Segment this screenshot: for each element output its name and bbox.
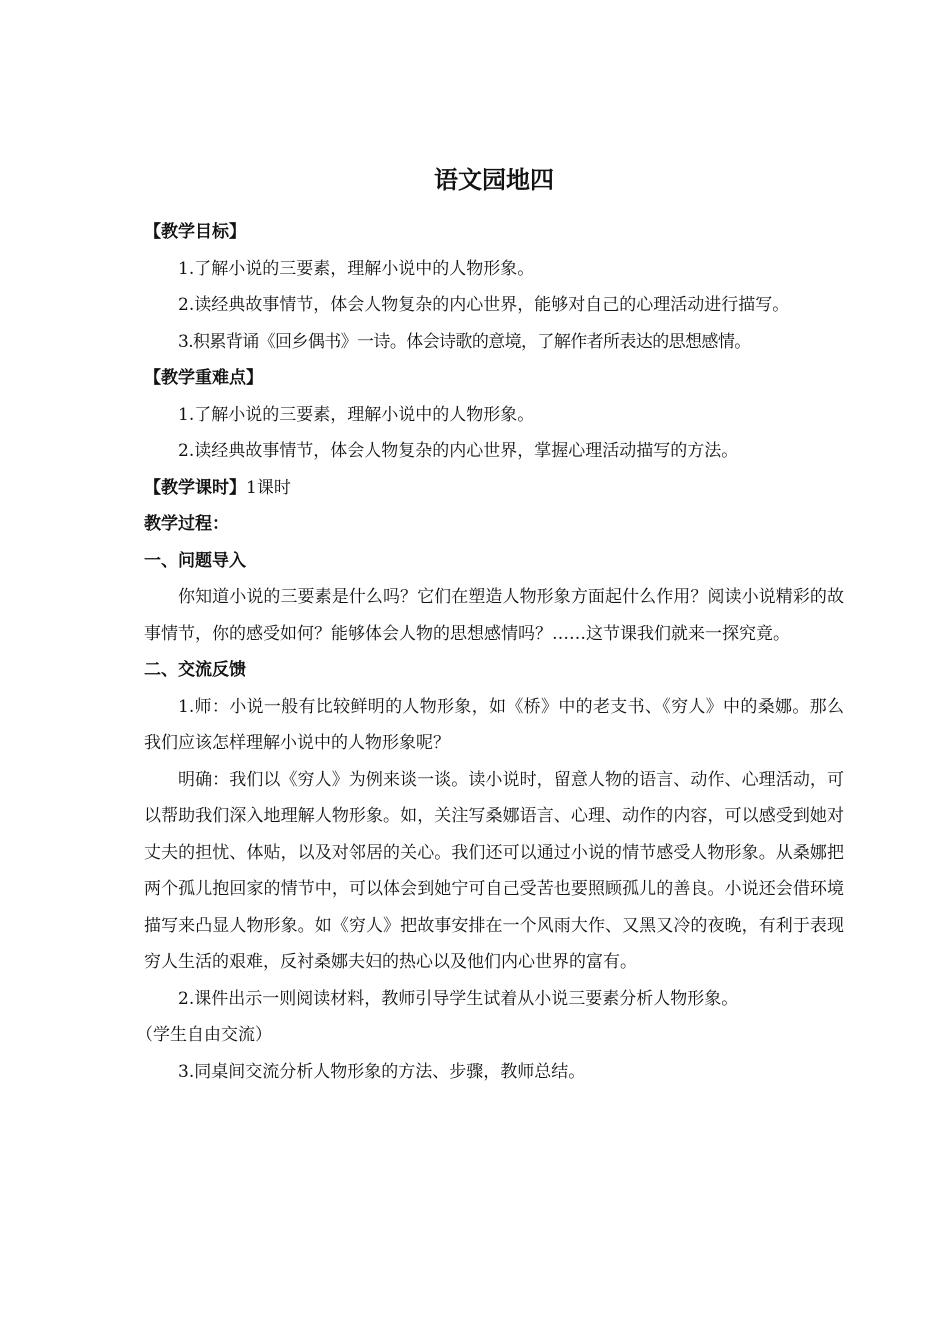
document-page [136, 160, 844, 1090]
section-2-paragraph: 明确：我们以《穷人》为例来谈一谈。读小说时，留意人物的语言、动作、心理活动，可以帮助我们深入地理解人物形象。如，关注写桑娜语言、心理、动作的内容，可以感受到她对丈夫的担忧、体贴，以及对邻居的关心。我们还可以通过小说的情节感受人物形象。从桑娜把两个孤儿抱回家的情节中，可以体会到她宁可自己受苦也要照顾孤儿的善良。小说还会借环境描写来凸显人物形象。如《穷人》把故事安排在一个风雨大作、又黑又冷的夜晚，有利于表现穷人生活的艰难，反衬桑娜夫妇的热心以及他们内心世界的富有。 [144, 769, 844, 972]
section-1-paragraph: 你知道小说的三要素是什么吗？它们在塑造人物形象方面起什么作用？阅读小说精彩的故事情节，你的感受如何？能够体会人物的思想感情吗？……这节课我们就来一探究竟。 [144, 587, 844, 644]
objective-item: 1.了解小说的三要素，理解小说中的人物形象。 [178, 258, 535, 279]
section-2-paragraph: 1.师：小说一般有比较鲜明的人物形象，如《桥》中的老支书、《穷人》中的桑娜。那么我们应该怎样理解小说中的人物形象呢？ [144, 696, 844, 753]
section-2-paragraph: 2.课件出示一则阅读材料，教师引导学生试着从小说三要素分析人物形象。 [178, 988, 739, 1009]
section-2-heading: 二、交流反馈 [144, 660, 246, 680]
key-points-heading: 【教学重难点】 [144, 368, 263, 388]
objective-item: 2.读经典故事情节，体会人物复杂的内心世界，能够对自己的心理活动进行描写。 [178, 295, 790, 315]
section-2-paragraph: 3.同桌间交流分析人物形象的方法、步骤，教师总结。 [178, 1061, 586, 1082]
key-point-item: 1.了解小说的三要素，理解小说中的人物形象。 [178, 404, 535, 425]
key-point-item: 2.读经典故事情节，体会人物复杂的内心世界，掌握心理活动描写的方法。 [178, 441, 739, 461]
class-hours-line [144, 470, 844, 507]
section-2-paragraph: （学生自由交流） [136, 1025, 272, 1045]
class-hours-heading: 【教学课时】 [144, 477, 246, 498]
process-heading: 教学过程： [144, 514, 229, 534]
class-hours-value: 1课时 [246, 477, 291, 498]
objective-item: 3.积累背诵《回乡偶书》一诗。体会诗歌的意境，了解作者所表达的思想感情。 [178, 331, 751, 352]
section-1-heading: 一、问题导入 [144, 550, 246, 571]
document-title: 语文园地四 [434, 166, 554, 194]
objectives-heading: 【教学目标】 [144, 222, 246, 242]
